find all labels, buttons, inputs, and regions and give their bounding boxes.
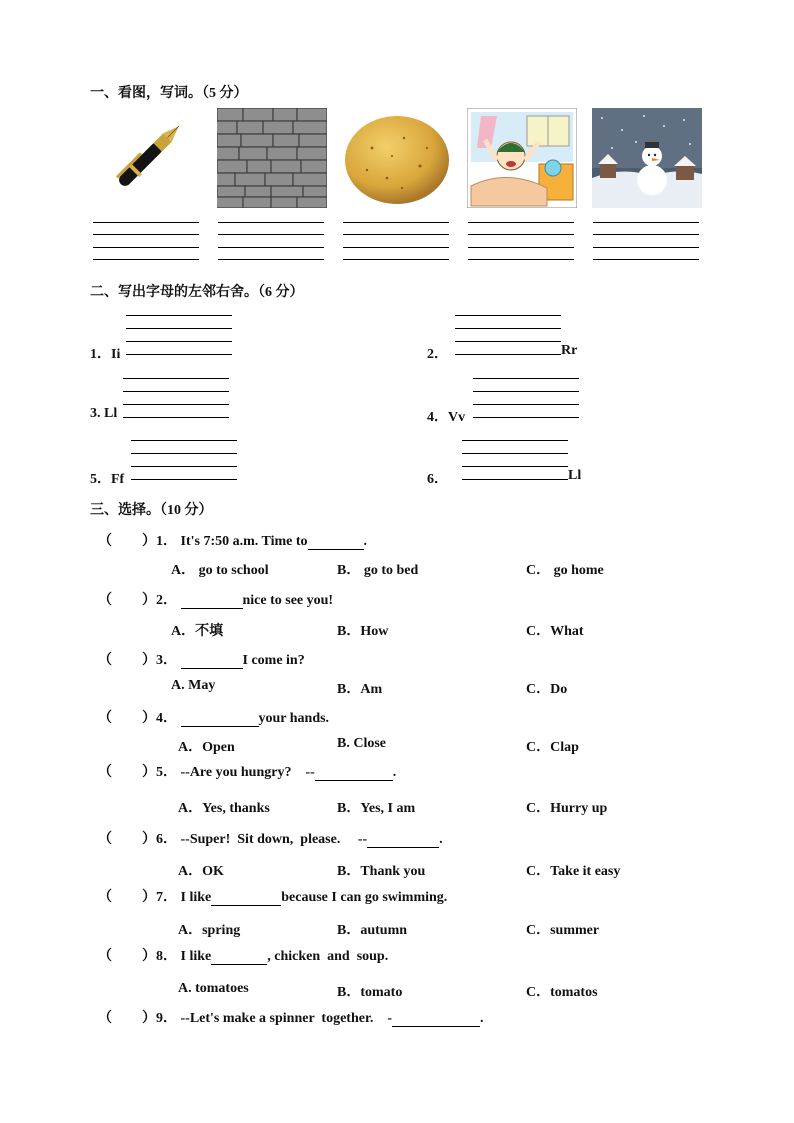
pen-icon: [92, 108, 202, 208]
section3-title: 三、选择。（10 分）: [90, 503, 213, 518]
question-text-pre: It's 7:50 a.m. Time to: [180, 534, 308, 549]
wake-up-icon: [467, 108, 577, 208]
question-number: 1．: [156, 534, 177, 549]
item-number: 5．: [90, 472, 111, 487]
answer-blank[interactable]: [181, 654, 243, 669]
question-text-pre: --Are you hungry? --: [180, 765, 315, 780]
letter-item-2-letter: Rr: [561, 343, 578, 358]
answer-paren[interactable]: （ ）: [98, 1011, 156, 1026]
option-b[interactable]: B．tomato: [337, 985, 403, 1000]
letter-item-1: [90, 343, 120, 363]
question-text-post: because I can go swimming.: [281, 890, 448, 905]
question-text-pre: I like: [180, 890, 212, 905]
question-3: [98, 649, 305, 669]
answer-lines-4[interactable]: [468, 210, 574, 260]
question-2: [98, 589, 333, 609]
letter-lines-4[interactable]: [473, 366, 579, 418]
answer-blank[interactable]: [315, 766, 393, 781]
answer-paren[interactable]: （ ）: [98, 711, 156, 726]
question-1: [98, 530, 367, 550]
option-a[interactable]: A．Yes, thanks: [178, 801, 270, 816]
answer-blank[interactable]: [392, 1012, 480, 1027]
letter-lines-6[interactable]: [462, 428, 568, 480]
question-text-post: .: [439, 832, 443, 847]
answer-blank[interactable]: [211, 891, 281, 906]
question-text-pre: --Let's make a spinner together. -: [180, 1011, 393, 1026]
section2-title: 二、写出字母的左邻右舍。（6 分）: [90, 285, 304, 300]
answer-paren[interactable]: （ ）: [98, 534, 156, 549]
letter-text: Ii: [111, 347, 121, 362]
question-number: 3．: [156, 653, 177, 668]
answer-lines-1[interactable]: [93, 210, 199, 260]
question-number: 6．: [156, 832, 177, 847]
question-text-post: nice to see you!: [242, 593, 334, 608]
question-text-post: .: [392, 765, 397, 780]
question-7: [98, 886, 447, 906]
question-8: [98, 945, 388, 965]
answer-blank[interactable]: [181, 712, 259, 727]
answer-paren[interactable]: （ ）: [98, 890, 156, 905]
answer-blank[interactable]: [367, 833, 439, 848]
option-b[interactable]: B．Thank you: [337, 864, 426, 879]
question-text-post: , chicken and soup.: [267, 949, 389, 964]
answer-blank[interactable]: [181, 594, 243, 609]
option-c[interactable]: C．Take it easy: [526, 864, 621, 879]
item-number: 1．: [90, 347, 111, 362]
question-number: 8．: [156, 949, 177, 964]
question-text-post: I come in?: [242, 653, 305, 668]
wall-icon: [217, 108, 327, 208]
answer-lines-3[interactable]: [343, 210, 449, 260]
option-a[interactable]: A．spring: [178, 923, 241, 938]
question-number: 4．: [156, 711, 177, 726]
question-number: 2．: [156, 593, 177, 608]
answer-paren[interactable]: （ ）: [98, 765, 156, 780]
option-b[interactable]: B．How: [337, 624, 389, 639]
answer-paren[interactable]: （ ）: [98, 949, 156, 964]
letter-text: Ff: [111, 472, 125, 487]
question-number: 5．: [156, 765, 177, 780]
option-a[interactable]: A．不填: [171, 624, 224, 639]
letter-text: Vv: [448, 410, 466, 425]
option-c[interactable]: C．Hurry up: [526, 801, 608, 816]
letter-lines-1[interactable]: [126, 303, 232, 355]
option-b[interactable]: B．Am: [337, 682, 383, 697]
section1-title: 一、看图，写词。（5 分）: [90, 86, 248, 101]
potato-icon: [342, 108, 452, 208]
letter-item-3: [90, 406, 117, 422]
letter-lines-5[interactable]: [131, 428, 237, 480]
answer-blank[interactable]: [211, 950, 267, 965]
option-b[interactable]: B． go to bed: [337, 563, 419, 578]
answer-paren[interactable]: （ ）: [98, 593, 156, 608]
question-number: 9．: [156, 1011, 177, 1026]
question-text-pre: I like: [180, 949, 212, 964]
option-c[interactable]: C．Do: [526, 682, 568, 697]
letter-item-2-number: 2．: [427, 347, 448, 362]
option-c[interactable]: C．Clap: [526, 740, 579, 755]
letter-item-5: [90, 468, 124, 488]
option-a[interactable]: A. tomatoes: [178, 981, 249, 996]
answer-blank[interactable]: [308, 535, 364, 550]
answer-paren[interactable]: （ ）: [98, 653, 156, 668]
question-9: [98, 1007, 484, 1027]
letter-item-4: [427, 406, 465, 426]
answer-lines-2[interactable]: [218, 210, 324, 260]
letter-lines-2[interactable]: [455, 303, 561, 355]
option-a[interactable]: A．Open: [178, 740, 235, 755]
question-number: 7．: [156, 890, 177, 905]
question-text-post: .: [363, 534, 368, 549]
question-text-post: .: [480, 1011, 484, 1026]
letter-item-6-letter: Ll: [568, 468, 582, 483]
option-c[interactable]: C．summer: [526, 923, 600, 938]
letter-text: Ll: [104, 406, 118, 421]
letter-lines-3[interactable]: [123, 366, 229, 418]
option-c[interactable]: C． go home: [526, 563, 604, 578]
option-b[interactable]: B．autumn: [337, 923, 408, 938]
answer-lines-5[interactable]: [593, 210, 699, 260]
option-a[interactable]: A. May: [171, 678, 216, 693]
option-c[interactable]: C．What: [526, 624, 584, 639]
question-text-pre: --Super! Sit down, please. --: [180, 832, 368, 847]
snowman-icon: [592, 108, 702, 208]
option-b[interactable]: B．Yes, I am: [337, 801, 416, 816]
answer-paren[interactable]: （ ）: [98, 832, 156, 847]
option-a[interactable]: A． go to school: [171, 563, 269, 578]
letter-item-6-number: 6．: [427, 472, 448, 487]
question-6: [98, 828, 443, 848]
question-5: [98, 761, 396, 781]
option-a[interactable]: A．OK: [178, 864, 224, 879]
item-number: 3.: [90, 406, 101, 421]
option-c[interactable]: C．tomatos: [526, 985, 598, 1000]
question-4: [98, 707, 329, 727]
question-text-post: your hands.: [258, 711, 330, 726]
item-number: 4．: [427, 410, 448, 425]
option-b[interactable]: B. Close: [337, 736, 386, 751]
